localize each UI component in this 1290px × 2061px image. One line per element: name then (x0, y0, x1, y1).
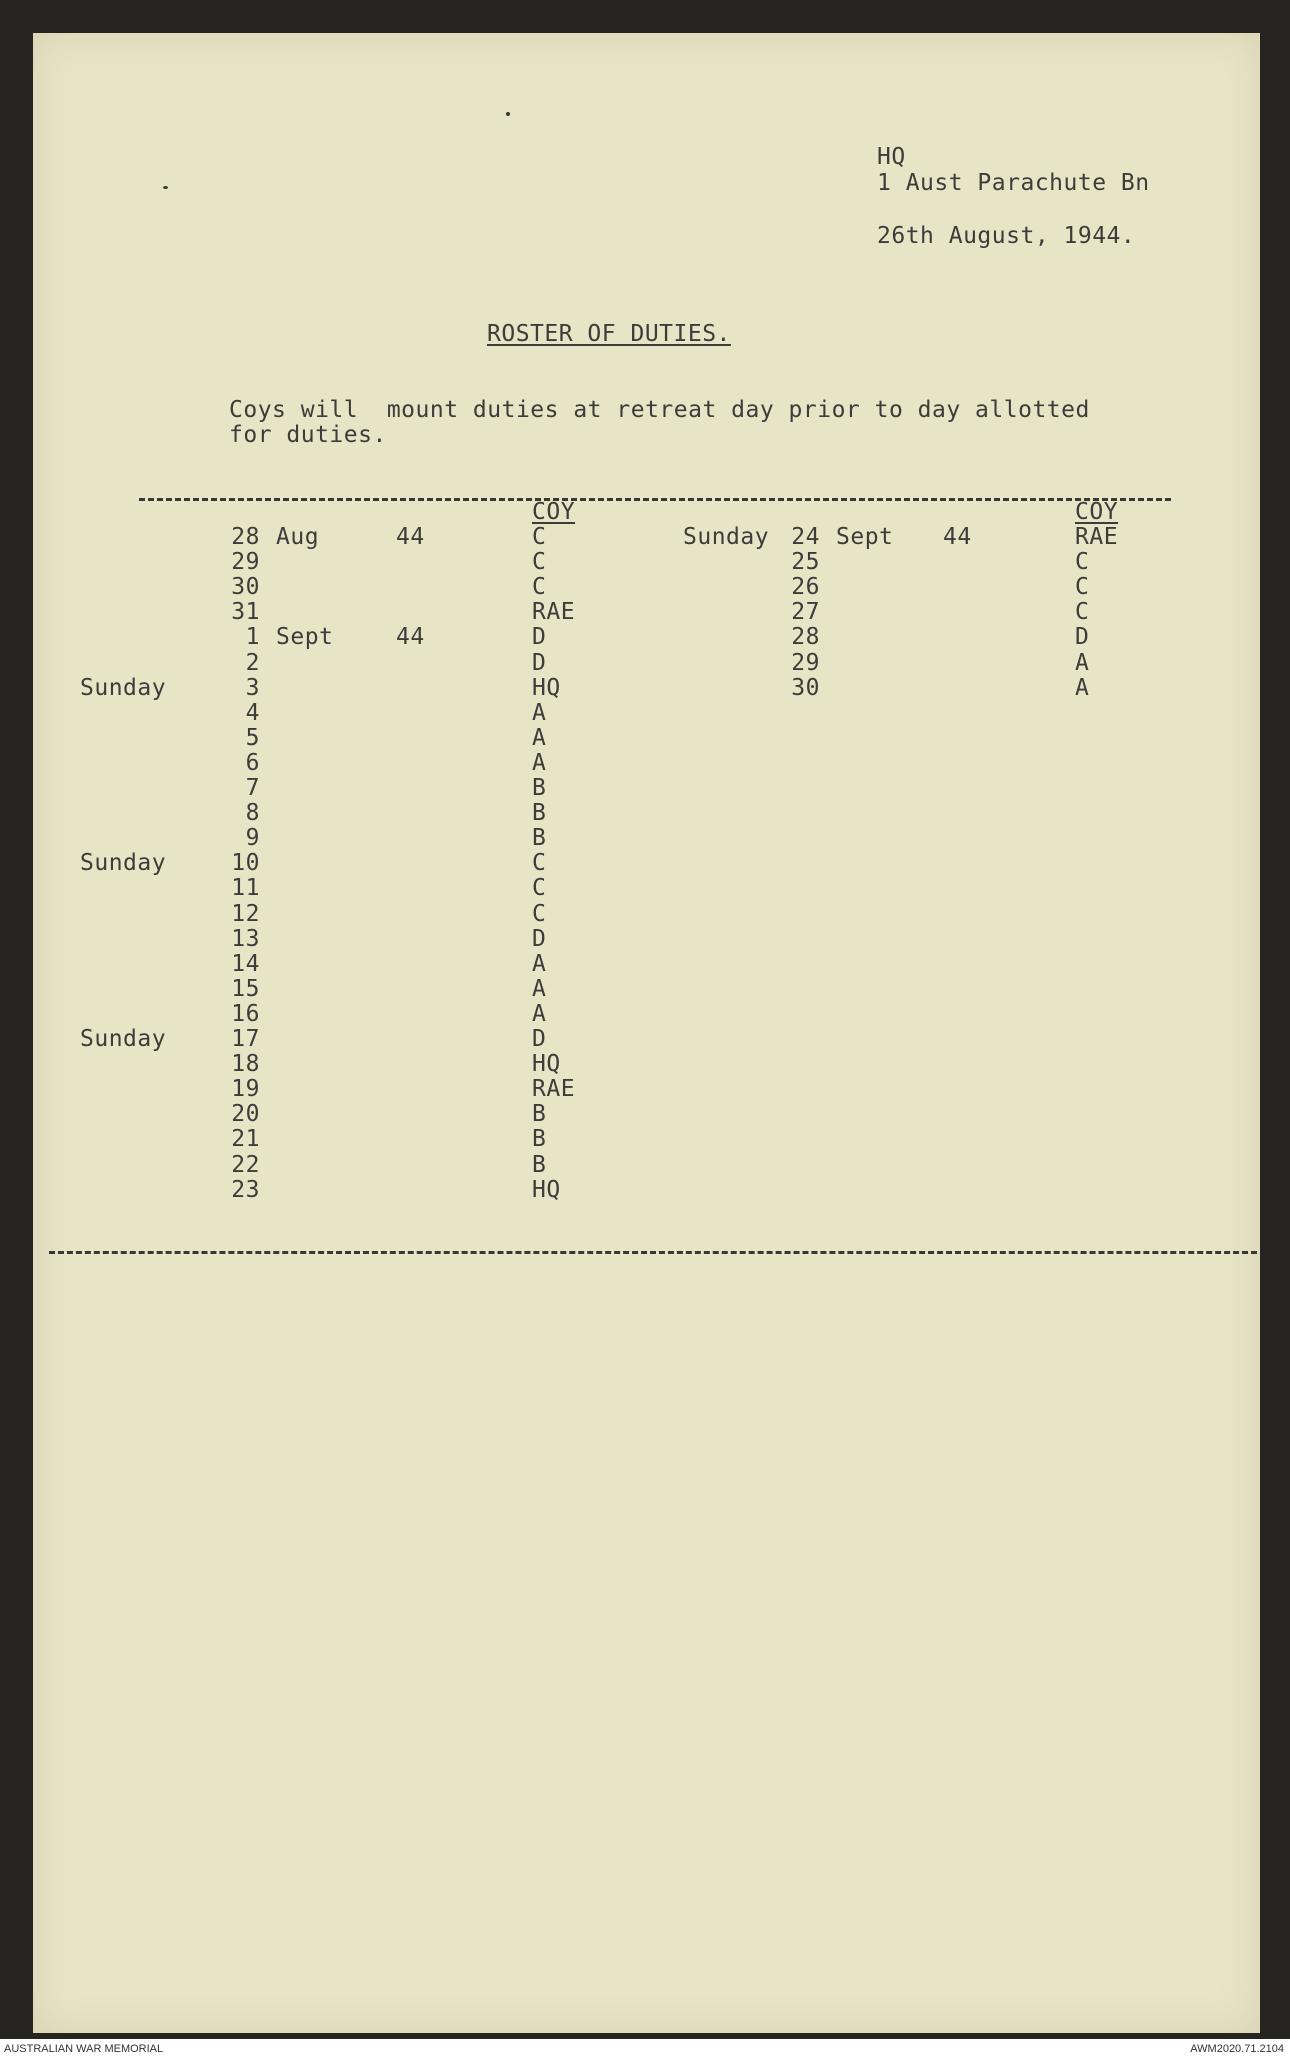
row-day: 22 (231, 1151, 260, 1178)
row-coy: A (1075, 674, 1090, 701)
table-bottom-rule (49, 1251, 1257, 1254)
row-month: Sept (836, 524, 894, 550)
row-day: 31 (231, 599, 260, 626)
row-day: 27 (791, 599, 820, 626)
row-coy: B (532, 1101, 547, 1128)
row-year: 44 (396, 624, 425, 651)
row-coy: A (532, 724, 547, 751)
row-coy: A (532, 950, 547, 977)
row-day: 2 (245, 649, 260, 676)
ink-speck (506, 112, 510, 116)
row-day: 19 (231, 1076, 260, 1103)
row-coy: C (1075, 574, 1090, 601)
row-coy: B (532, 800, 547, 827)
row-coy: A (532, 975, 547, 1002)
row-prefix: Sunday (80, 674, 167, 701)
letterhead-unit-line2: 1 Aust Parachute Bn (877, 170, 1150, 196)
footer-catalogue-number: AWM2020.71.2104 (1190, 2043, 1284, 2055)
row-coy: C (1075, 599, 1090, 626)
archive-footer (0, 2039, 1290, 2061)
row-day: 10 (231, 850, 260, 877)
row-day: 28 (791, 624, 820, 651)
row-day: 30 (231, 574, 260, 601)
row-prefix: Sunday (683, 524, 770, 550)
row-year: 44 (396, 524, 425, 550)
row-coy: B (532, 1151, 547, 1178)
table-top-rule (139, 498, 1171, 501)
row-day: 9 (245, 825, 260, 852)
row-day: 4 (245, 699, 260, 726)
row-day: 1 (245, 624, 260, 651)
row-day: 21 (231, 1126, 260, 1153)
row-day: 8 (245, 800, 260, 827)
row-day: 29 (791, 649, 820, 676)
row-day: 28 (231, 524, 260, 550)
row-prefix: Sunday (80, 850, 167, 877)
instruction-line1: Coys will mount duties at retreat day prior to day allotted (229, 397, 1090, 423)
row-day: 26 (791, 574, 820, 601)
row-day: 13 (231, 925, 260, 952)
row-coy: C (532, 850, 547, 877)
row-coy: D (532, 1026, 547, 1052)
row-coy: D (532, 925, 547, 952)
right-coy-header: COY (1075, 499, 1119, 525)
row-coy: HQ (532, 674, 561, 701)
row-prefix: Sunday (80, 1026, 167, 1052)
document-page (33, 33, 1260, 2033)
row-day: 12 (231, 900, 260, 927)
row-day: 17 (231, 1026, 260, 1052)
letterhead-date: 26th August, 1944. (877, 223, 1136, 249)
footer-institution: AUSTRALIAN WAR MEMORIAL (4, 2043, 164, 2055)
row-day: 20 (231, 1101, 260, 1128)
row-month: Sept (276, 624, 334, 651)
ink-speck (163, 186, 168, 189)
row-day: 29 (231, 549, 260, 576)
row-coy: C (1075, 549, 1090, 576)
row-day: 18 (231, 1051, 260, 1078)
document-title: ROSTER OF DUTIES. (487, 321, 731, 347)
row-day: 5 (245, 724, 260, 751)
row-day: 25 (791, 549, 820, 576)
row-coy: A (1075, 649, 1090, 676)
row-day: 11 (231, 875, 260, 902)
row-coy: RAE (532, 1076, 576, 1103)
row-coy: A (532, 749, 547, 776)
row-coy: D (532, 649, 547, 676)
row-coy: RAE (1075, 524, 1119, 550)
row-day: 16 (231, 1000, 260, 1027)
row-day: 6 (245, 749, 260, 776)
instruction-line2: for duties. (229, 422, 387, 448)
left-coy-header: COY (532, 499, 576, 525)
row-coy: B (532, 1126, 547, 1153)
row-coy: C (532, 574, 547, 601)
row-coy: RAE (532, 599, 576, 626)
row-day: 23 (231, 1176, 260, 1203)
row-day: 24 (791, 524, 820, 550)
row-coy: C (532, 875, 547, 902)
row-coy: A (532, 699, 547, 726)
row-coy: D (1075, 624, 1090, 651)
row-day: 14 (231, 950, 260, 977)
row-coy: HQ (532, 1176, 561, 1203)
row-day: 3 (245, 674, 260, 701)
row-coy: HQ (532, 1051, 561, 1078)
row-coy: C (532, 549, 547, 576)
row-coy: C (532, 900, 547, 927)
row-day: 15 (231, 975, 260, 1002)
letterhead-unit-line1: HQ (877, 144, 906, 170)
row-coy: D (532, 624, 547, 651)
row-day: 7 (245, 775, 260, 801)
row-year: 44 (943, 524, 972, 550)
row-coy: C (532, 524, 547, 550)
row-month: Aug (276, 524, 320, 550)
row-coy: A (532, 1000, 547, 1027)
row-coy: B (532, 775, 547, 801)
row-coy: B (532, 825, 547, 852)
row-day: 30 (791, 674, 820, 701)
